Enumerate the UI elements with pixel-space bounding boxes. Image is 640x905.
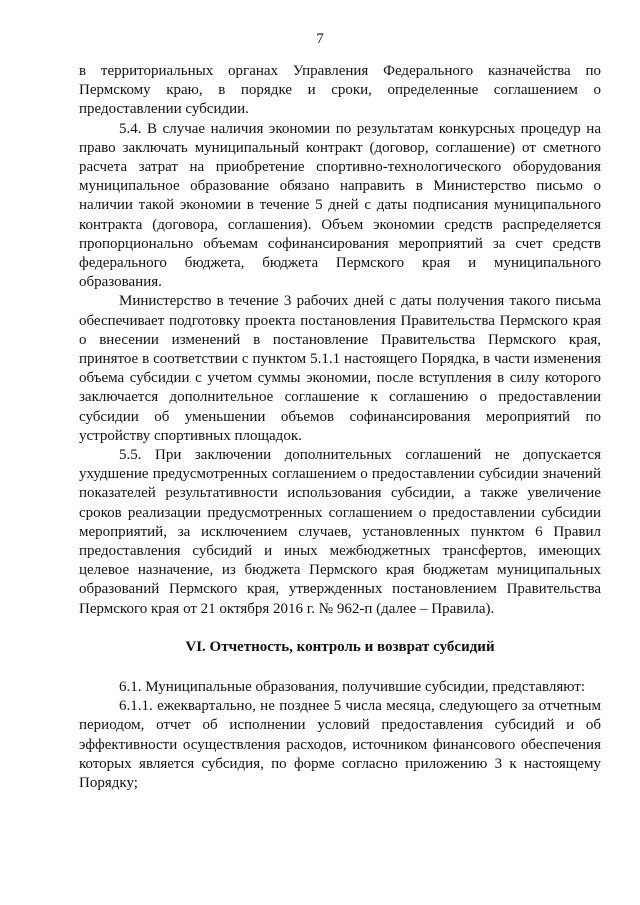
paragraph-6-1-1: 6.1.1. ежеквартально, не позднее 5 числа месяца, следующего за отчетным периодом, отчет об исполнении условий предоставления субсидий и об эффективности осуществления расходов, источником финансового обеспечения которых является субсидия, по форме согласно приложению 3 к настоящему Порядку; (79, 698, 601, 791)
paragraph-ministry: Министерство в течение 3 рабочих дней с даты получения такого письма обеспечивает подготовку проекта постановления Правительства Пермского края о внесении изменений в постановление Правительства Пермского края, принятое в соответствии с пунктом 5.1.1 настоящего Порядка, в части изменения объема субсидии с учетом суммы экономии, после вступления в силу которого заключается дополнительное соглашение к соглашению о предоставлении субсидии об уменьшении объемов софинансирования мероприятий по устройству спортивных площадок. (79, 293, 601, 444)
paragraph-continuation: в территориальных органах Управления Федерального казначейства по Пермскому краю, в порядке и сроки, определенные соглашением о предоставлении субсидии. (79, 63, 601, 118)
section-heading: VI. Отчетность, контроль и возврат субсидий (185, 638, 495, 655)
paragraph-5-5: 5.5. При заключении дополнительных соглашений не допускается ухудшение предусмотренных соглашением о предоставлении субсидии значений показателей результативности использования субсидии, а также увеличение сроков реализации предусмотренных соглашением о предоставлении субсидии мероприятий, за исключением случаев, установленных пунктом 6 Правил предоставления субсидий и иных межбюджетных трансфертов, имеющих целевое назначение, из бюджета Пермского края бюджетам муниципальных образований Пермского края, утвержденных постановлением Правительства Пермского края от 21 октября 2016 г. № 962-п (далее – Правила). (79, 447, 601, 617)
paragraph-5-4: 5.4. В случае наличия экономии по результатам конкурсных процедур на право заключать муниципальный контракт (договор, соглашение) от сметного расчета затрат на приобретение спортивно-технологического оборудования муниципальное образование обязано направить в Министерство письмо о наличии такой экономии в течение 5 дней с даты подписания муниципального контракта (договора, соглашения). Объем экономии средств распределяется пропорционально объемам софинансирования мероприятий за счет средств федерального бюджета, бюджета Пермского края и муниципального образования. (79, 120, 601, 291)
page-number: 7 (316, 31, 324, 47)
document-body (79, 62, 601, 793)
paragraph-6-1: 6.1. Муниципальные образования, получившие субсидии, представляют: (119, 678, 585, 695)
